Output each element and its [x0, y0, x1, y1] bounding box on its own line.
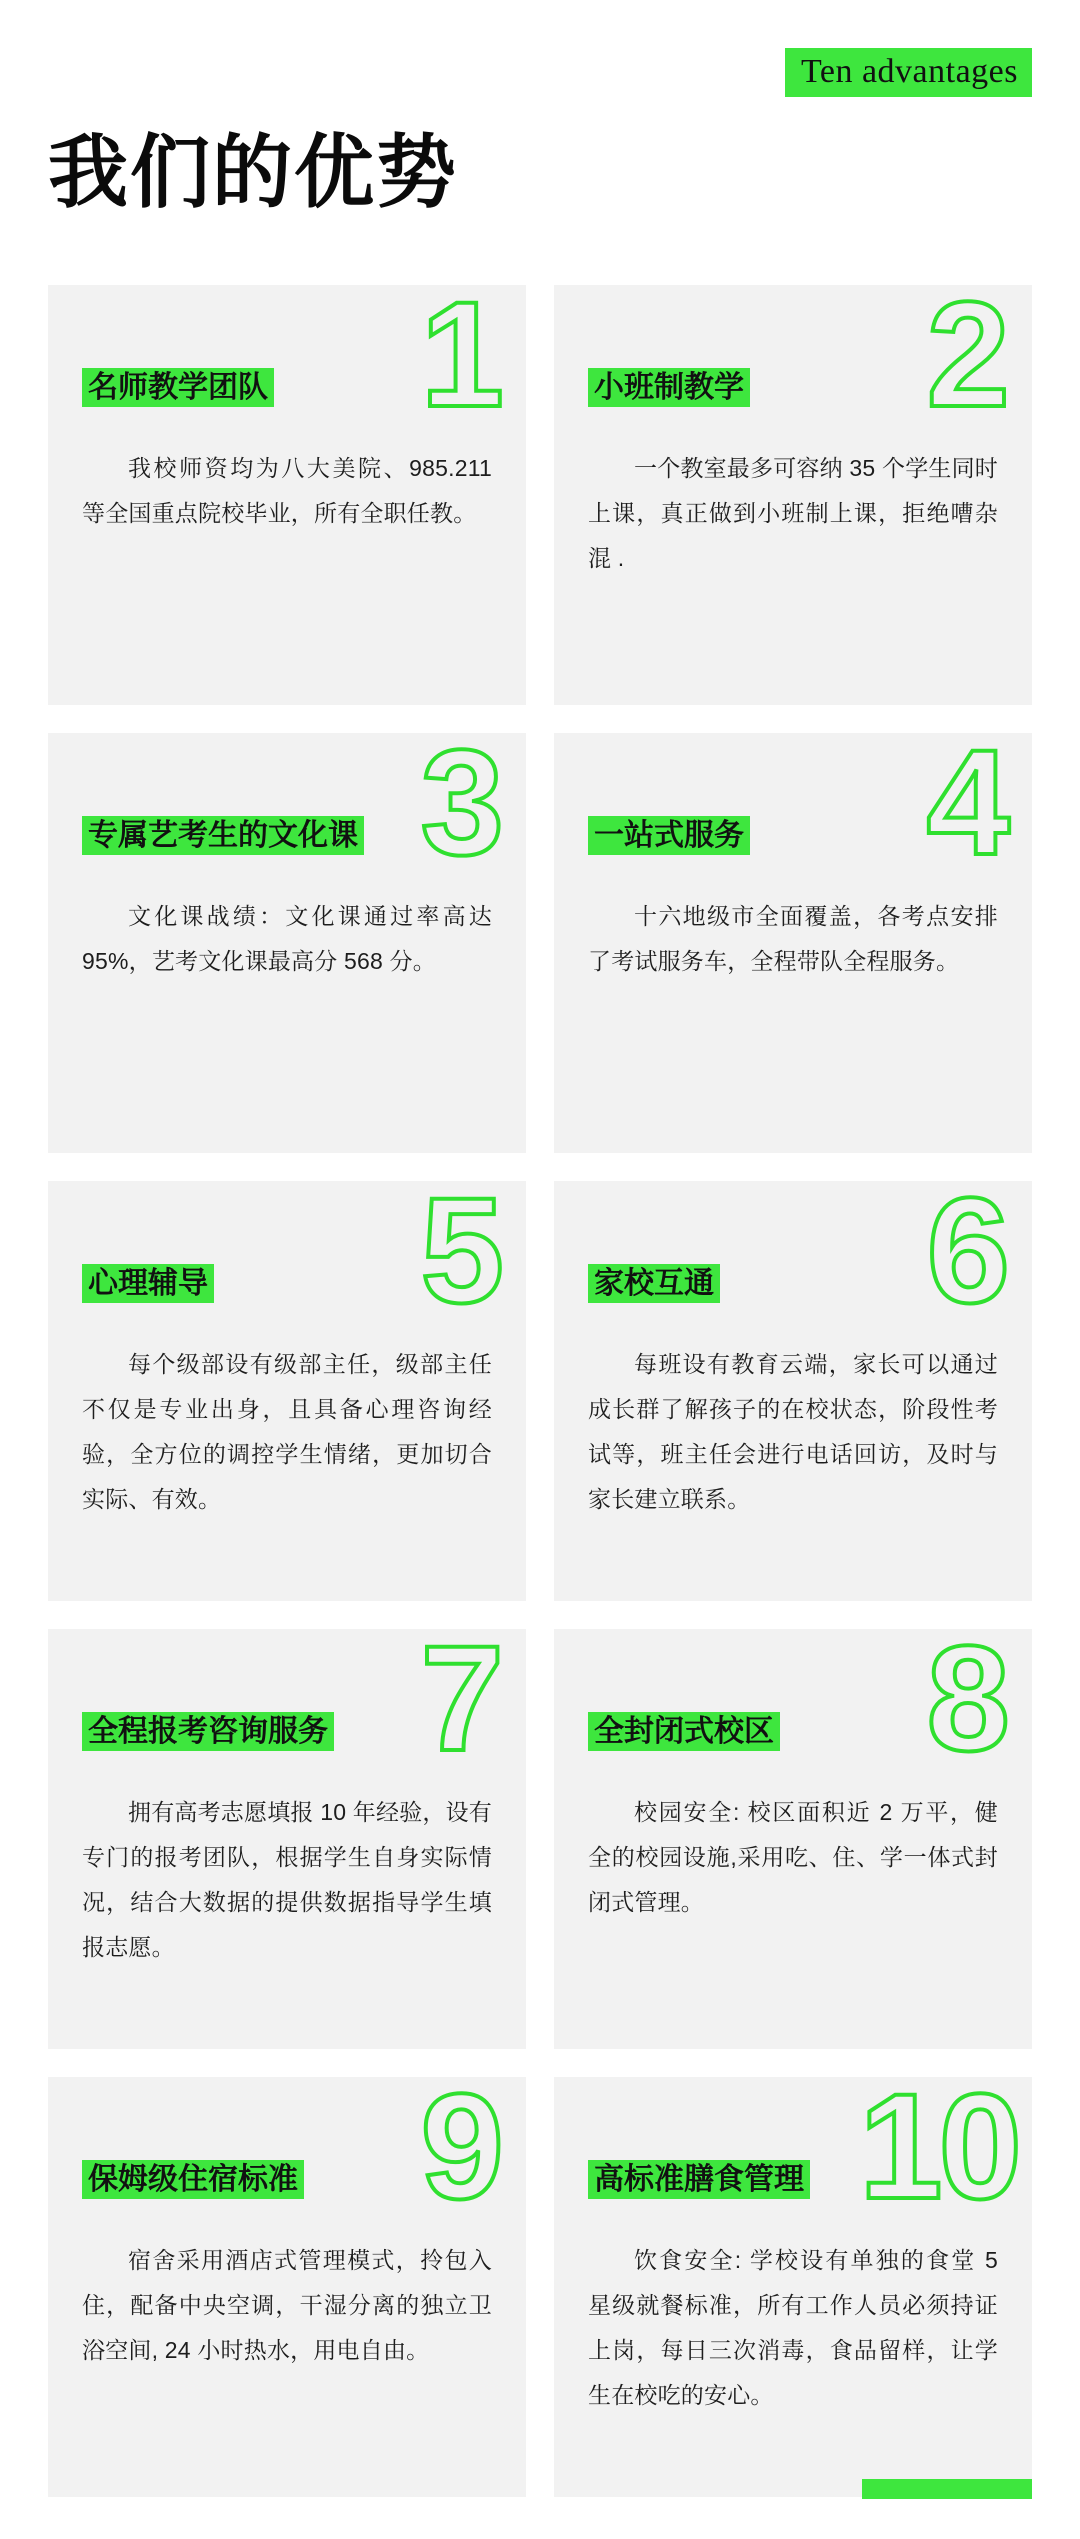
card-title: 心理辅导	[82, 1264, 214, 1303]
card-title-row	[82, 807, 492, 864]
advantage-card-1	[48, 285, 526, 705]
eyebrow-wrap	[48, 0, 1032, 97]
card-number: 8	[926, 1629, 1006, 1783]
card-title-row	[588, 1255, 998, 1312]
page-header	[0, 0, 1080, 218]
card-body: 每班设有教育云端，家长可以通过成长群了解孩子的在校状态，阶段性考试等，班主任会进行电话回访，及时与家长建立联系。	[588, 1351, 998, 1512]
advantage-card-4	[554, 733, 1032, 1153]
card-title: 高标准膳食管理	[588, 2160, 810, 2199]
card-title-row	[588, 1703, 998, 1760]
advantages-grid	[48, 285, 1032, 2497]
eyebrow-label: Ten advantages	[785, 48, 1032, 97]
card-number: 7	[420, 1629, 500, 1783]
card-body: 一个教室最多可容纳 35 个学生同时上课，真正做到小班制上课，拒绝嘈杂混 .	[588, 455, 998, 571]
advantage-card-7	[48, 1629, 526, 2049]
card-title: 小班制教学	[588, 368, 750, 407]
card-number: 3	[420, 733, 500, 887]
card-title: 全程报考咨询服务	[82, 1712, 334, 1751]
advantage-card-8	[554, 1629, 1032, 2049]
advantage-card-2	[554, 285, 1032, 705]
advantage-card-6	[554, 1181, 1032, 1601]
card-title: 一站式服务	[588, 816, 750, 855]
advantage-card-9	[48, 2077, 526, 2497]
card-body: 文化课战绩：文化课通过率高达 95%，艺考文化课最高分 568 分。	[82, 903, 492, 974]
card-title-row	[588, 2151, 998, 2208]
card-title: 家校互通	[588, 1264, 720, 1303]
page-title: 我们的优势	[48, 128, 458, 218]
card-number: 9	[420, 2077, 500, 2231]
card-body: 宿舍采用酒店式管理模式，拎包入住，配备中央空调，干湿分离的独立卫浴空间, 24 小时热水，用电自由。	[82, 2247, 492, 2363]
card-number: 1	[420, 285, 500, 439]
card-title: 全封闭式校区	[588, 1712, 780, 1751]
card-number: 6	[926, 1181, 1006, 1335]
footer-accent-bar	[862, 2479, 1032, 2499]
card-number: 4	[926, 733, 1006, 887]
advantage-card-5	[48, 1181, 526, 1601]
advantage-card-10	[554, 2077, 1032, 2497]
card-title-row	[588, 359, 998, 416]
card-body: 拥有高考志愿填报 10 年经验，设有专门的报考团队，根据学生自身实际情况，结合大数据的提供数据指导学生填报志愿。	[82, 1799, 492, 1960]
card-title-row	[82, 1703, 492, 1760]
advantage-card-3	[48, 733, 526, 1153]
card-title-row	[82, 359, 492, 416]
card-body: 十六地级市全面覆盖，各考点安排了考试服务车，全程带队全程服务。	[588, 903, 998, 974]
card-body: 饮食安全: 学校设有单独的食堂 5 星级就餐标准，所有工作人员必须持证上岗，每日三次消毒，食品留样，让学生在校吃的安心。	[588, 2247, 998, 2408]
card-title: 专属艺考生的文化课	[82, 816, 364, 855]
card-title: 名师教学团队	[82, 368, 274, 407]
card-title-row	[82, 2151, 492, 2208]
card-number: 5	[420, 1181, 500, 1335]
card-body: 每个级部设有级部主任，级部主任不仅是专业出身，且具备心理咨询经验，全方位的调控学生情绪，更加切合实际、有效。	[82, 1351, 492, 1512]
card-title-row	[588, 807, 998, 864]
card-body: 我校师资均为八大美院、985.211 等全国重点院校毕业，所有全职任教。	[82, 455, 492, 526]
card-number: 10	[859, 2077, 1018, 2231]
card-number: 2	[926, 285, 1006, 439]
card-title: 保姆级住宿标准	[82, 2160, 304, 2199]
card-body: 校园安全: 校区面积近 2 万平，健全的校园设施,采用吃、住、学一体式封闭式管理。	[588, 1799, 998, 1915]
card-title-row	[82, 1255, 492, 1312]
